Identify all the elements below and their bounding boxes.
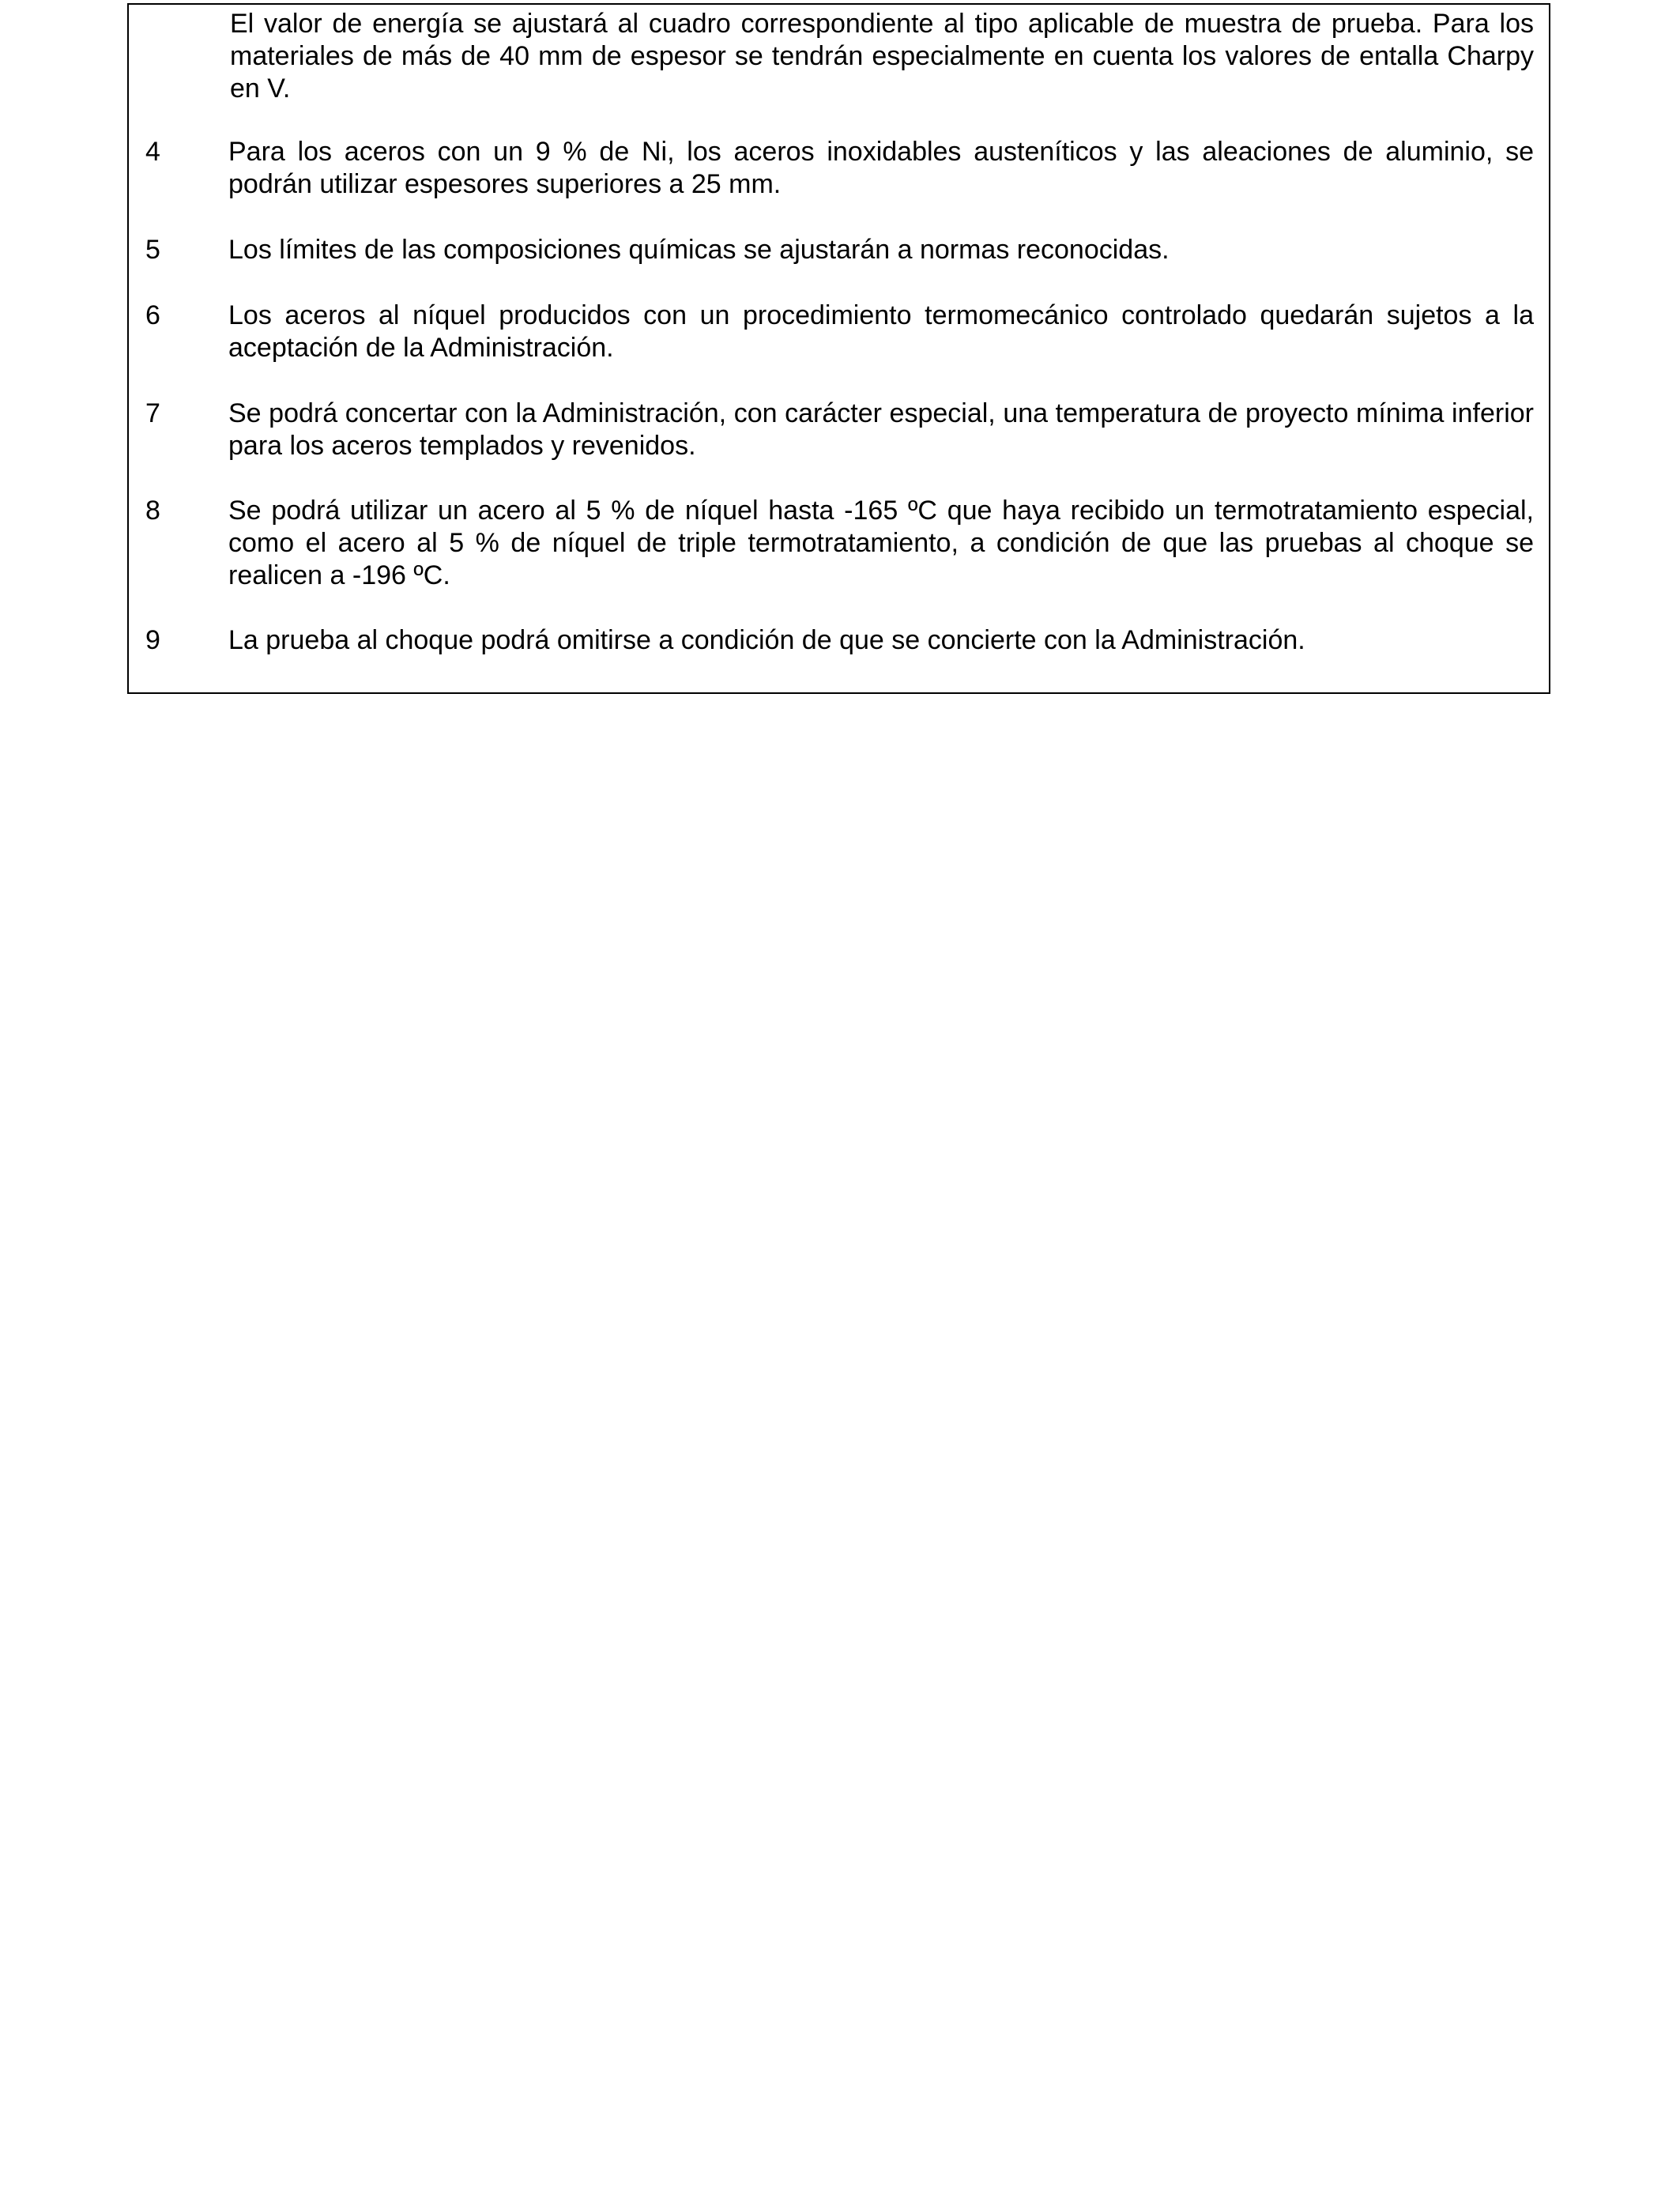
note-number: 8 (145, 496, 160, 526)
note-number: 5 (145, 235, 160, 265)
note-number: 7 (145, 398, 160, 428)
note-text: Se podrá utilizar un acero al 5 % de níquel hasta -165 ºC que haya recibido un termotratamiento especial, como el acero al 5 % de níquel de triple termotratamiento, a condición de que las pruebas al choque se realicen a -196 ºC. (228, 496, 1534, 590)
note-number: 9 (145, 625, 160, 655)
note-continuation-text: El valor de energía se ajustará al cuadro correspondiente al tipo aplicable de muestra de prueba. Para los materiales de más de 40 mm de espesor se tendrán especialmente en cuenta los valores de entalla Charpy en V. (230, 9, 1534, 104)
note-number: 4 (145, 137, 160, 167)
note-text: Los límites de las composiciones químicas se ajustarán a normas reconocidas. (228, 235, 1170, 265)
note-text: La prueba al choque podrá omitirse a condición de que se concierte con la Administración. (228, 625, 1305, 655)
note-text: Se podrá concertar con la Administración, con carácter especial, una temperatura de proyecto mínima inferior para los aceros templados y revenidos. (228, 398, 1534, 461)
notes-table-box (127, 3, 1550, 694)
note-number: 6 (145, 300, 160, 330)
note-text: Para los aceros con un 9 % de Ni, los aceros inoxidables austeníticos y las aleaciones de aluminio, se podrán utilizar espesores superiores a 25 mm. (228, 137, 1534, 199)
note-text: Los aceros al níquel producidos con un procedimiento termomecánico controlado quedarán sujetos a la aceptación de la Administración. (228, 300, 1534, 363)
